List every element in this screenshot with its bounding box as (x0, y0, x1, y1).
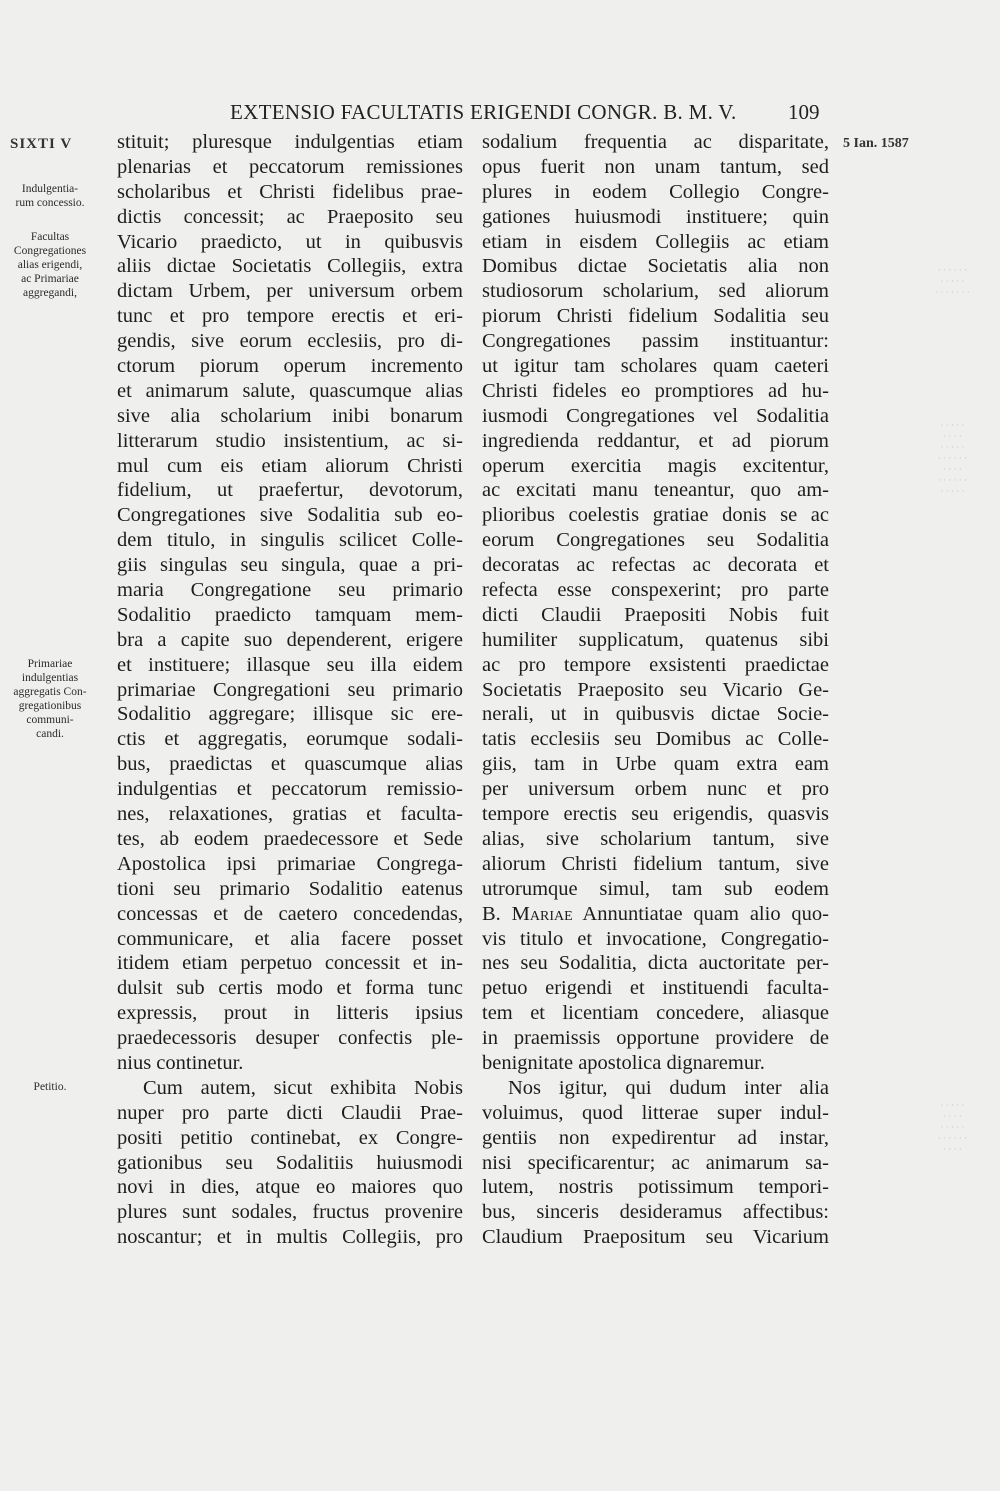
text-line: giis singulas seu singula, quae a pri- (117, 554, 463, 577)
text-line: dem titulo, in singulis scilicet Colle- (117, 529, 463, 552)
margin-note-indulgentiarum (5, 182, 95, 210)
text-line: sive alia scholarium inibi bonarum (117, 404, 463, 427)
text-line: tempore erectis seu erigendis, quasvis (482, 803, 829, 826)
text-line: gationibus seu Sodalitiis huiusmodi (117, 1151, 463, 1174)
text-line: lutem, nostris potissimum tempori- (482, 1176, 829, 1199)
margin-note-line: Primariae (27, 658, 73, 670)
margin-note-primariae (5, 657, 95, 741)
text-line: ctis et aggregatis, eorumque sodali- (117, 728, 463, 751)
running-head-left: SIXTI V (10, 136, 73, 152)
line-prefix: B. (482, 902, 512, 925)
text-line: nuper pro parte dicti Claudii Prae- (117, 1101, 463, 1124)
text-line: fidelium, ut praefertur, devotorum, (117, 479, 463, 502)
text-line: vis titulo et invocatione, Congregatio- (482, 927, 829, 950)
text-line: humiliter supplicatum, quatenus sibi (482, 628, 829, 651)
text-line: Nos igitur, qui dudum inter alia (508, 1076, 829, 1099)
text-line: bus, praedictas et quascumque alias (117, 753, 463, 776)
text-line: litterarum studio insistentium, ac si- (117, 429, 463, 452)
text-line: utrorumque simul, tam sub eodem (482, 877, 829, 900)
text-line: sodalium frequentia ac disparitate, (482, 131, 829, 153)
text-line: aliis dictae Societatis Collegiis, extra (117, 255, 463, 278)
text-line: dictam Urbem, per universum orbem (117, 280, 463, 303)
text-line: plioribus coelestis gratiae donis se ac (482, 504, 829, 527)
text-line: noscantur; et in multis Collegiis, pro (117, 1226, 463, 1249)
text-line: nes, relaxationes, gratias et faculta- (117, 803, 463, 826)
margin-note-line: candi. (36, 728, 64, 740)
text-line: gationes huiusmodi instituere; quin (482, 205, 829, 228)
text-line: gentiis non expedirentur ad instar, (482, 1126, 829, 1149)
text-line: piorum Christi fidelium Sodalitia seu (482, 305, 829, 328)
text-line: Congregationes sive Sodalitia sub eo- (117, 504, 463, 527)
text-line: bra a capite suo dependerent, erigere (117, 628, 463, 651)
text-line: ut igitur tam scholares quam caeteri (482, 355, 829, 378)
text-line: Societatis Praeposito seu Vicario Ge- (482, 678, 829, 701)
bleed-through-marks: · · · · · · · · · · · · · · · · · · · · · · · · · · · · · · · · · · · (937, 420, 968, 496)
text-line: Vicario praedicto, ut in quibusvis (117, 230, 463, 253)
text-line: benignitate apostolica dignaremur. (482, 1051, 765, 1074)
margin-note-line: communi- (26, 714, 74, 726)
text-line: gendis, sive eorum ecclesiis, pro di- (117, 330, 463, 353)
text-line: novi in dies, atque eo maiores quo (117, 1176, 463, 1199)
text-line: dicti Claudii Praepositi Nobis fuit (482, 603, 829, 626)
text-line: praedecessoris desuper confectis ple- (117, 1027, 463, 1050)
text-line: ctorum piorum operum incremento (117, 355, 463, 378)
text-line: plures sunt sodales, fructus provenire (117, 1201, 463, 1224)
text-line: giis, tam in Urbe quam extra eam (482, 753, 829, 776)
bleed-through-marks: · · · · · · · · · · · · · · · · · · (935, 265, 970, 297)
margin-note-facultas (5, 230, 95, 300)
margin-note-line: aggregatis Con- (13, 686, 87, 698)
text-line: Sodalitio aggregare; illisque sic ere- (117, 703, 463, 726)
text-line: per universum orbem nunc et pro (482, 778, 829, 801)
page-header-title: EXTENSIO FACULTATIS ERIGENDI CONGR. B. M. V. (230, 100, 737, 124)
margin-note-line: Indulgentia- (21, 183, 79, 195)
margin-date: 5 Ian. 1587 (843, 136, 909, 151)
text-line: tunc et pro tempore erectis et eri- (117, 305, 463, 328)
text-line (482, 902, 829, 927)
text-line: et instituere; illasque seu illa eidem (117, 653, 463, 676)
text-line: positi petitio continebat, ex Congre- (117, 1126, 463, 1149)
text-line: studiosorum scholarium, sed aliorum (482, 280, 829, 303)
margin-note-line: aggregandi, (23, 287, 77, 299)
text-line: scholaribus et Christi fidelibus prae- (117, 180, 463, 203)
margin-note-petitio (5, 1080, 95, 1094)
text-line: concessas et de caetero concedendas, (117, 902, 463, 925)
text-line: ingredienda reddantur, et ad piorum (482, 429, 829, 452)
text-line: communicare, et alia facere posset (117, 927, 463, 950)
text-line: plures in eodem Collegio Congre- (482, 180, 829, 203)
text-line: tatis ecclesiis seu Domibus ac Colle- (482, 728, 829, 751)
text-line: ac excitati manu teneantur, quo am- (482, 479, 829, 502)
text-line: ac pro tempore exsistenti praedictae (482, 653, 829, 676)
text-column-left (117, 130, 463, 1250)
text-line: voluimus, quod litterae super indul- (482, 1101, 829, 1124)
text-line: etiam in eisdem Collegiis ac etiam (482, 230, 829, 253)
text-line: tem et licentiam concedere, aliasque (482, 1002, 829, 1025)
margin-note-line: rum concessio. (15, 197, 85, 209)
text-line: nerali, ut in quibusvis dictae Socie- (482, 703, 829, 726)
text-line: expressis, prout in litteris ipsius (117, 1002, 463, 1025)
text-line: Cum autem, sicut exhibita Nobis (143, 1076, 463, 1099)
text-line: eorum Congregationes seu Sodalitia (482, 529, 829, 552)
text-line: refecta esse conspexerint; pro parte (482, 579, 829, 602)
text-line: tes, ab eodem praedecessore et Sede (117, 827, 463, 850)
text-line: alias, sive scholarium tantum, sive (482, 827, 829, 850)
text-line: decoratas ac refectas ac decorata et (482, 554, 829, 577)
text-line: nius continetur. (117, 1051, 244, 1074)
text-line: primariae Congregationi seu primario (117, 678, 463, 701)
margin-note-line: gregationibus (18, 700, 82, 712)
text-line: nes seu Sodalitia, dicta auctoritate per- (482, 952, 829, 975)
text-line: maria Congregatione seu primario (117, 579, 463, 602)
text-line: et animarum salute, quascumque alias (117, 379, 463, 402)
text-line: dulsit sub certis modo et forma tunc (117, 977, 463, 1000)
text-line: Congregationes passim instituantur: (482, 330, 829, 353)
text-line: Sodalitio praedicto tamquam mem- (117, 603, 463, 626)
text-line: dictis concessit; ac Praeposito seu (117, 205, 463, 228)
text-line: in praemissis opportune providere de (482, 1027, 829, 1050)
text-line: nisi specificarentur; ac animarum sa- (482, 1151, 829, 1174)
smallcaps-name: Mariae (511, 902, 573, 925)
text-line: tioni seu primario Sodalitio eatenus (117, 877, 463, 900)
text-line: indulgentias et peccatorum remissio- (117, 778, 463, 801)
text-line: Claudium Praepositum seu Vicarium (482, 1226, 829, 1249)
text-line: stituit; pluresque indulgentias etiam (117, 131, 463, 153)
text-line: opus fuerit non unam tantum, sed (482, 155, 829, 178)
margin-note-line: Facultas (30, 231, 70, 243)
text-line: iusmodi Congregationes vel Sodalitia (482, 404, 829, 427)
text-line: Christi fideles eo promptiores ad hu- (482, 379, 829, 402)
bleed-through-marks: · · · · · · · · · · · · · · · · · · · · · · · · (937, 1100, 968, 1154)
text-line: Apostolica ipsi primariae Congrega- (117, 852, 463, 875)
margin-note-line: ac Primariae (21, 273, 79, 285)
margin-note-line: Congregationes (13, 245, 87, 257)
text-line: Domibus dictae Societatis alia non (482, 255, 829, 278)
text-line: petuo erigendi et instituendi faculta- (482, 977, 829, 1000)
margin-note-line: indulgentias (21, 672, 79, 684)
text-line: itidem etiam perpetuo concessit et in- (117, 952, 463, 975)
text-line: aliorum Christi fidelium tantum, sive (482, 852, 829, 875)
text-line: bus, sinceris desideramus affectibus: (482, 1201, 829, 1224)
text-line: operum exercitia magis excitentur, (482, 454, 829, 477)
margin-note-line: Petitio. (33, 1081, 67, 1093)
page-number: 109 (788, 100, 820, 124)
line-suffix: Annuntiatae quam alio quo- (572, 902, 829, 925)
text-column-right (482, 130, 829, 1250)
text-line: mul cum eis etiam aliorum Christi (117, 454, 463, 477)
margin-note-line: alias erigendi, (17, 259, 83, 271)
text-line: plenarias et peccatorum remissiones (117, 155, 463, 178)
